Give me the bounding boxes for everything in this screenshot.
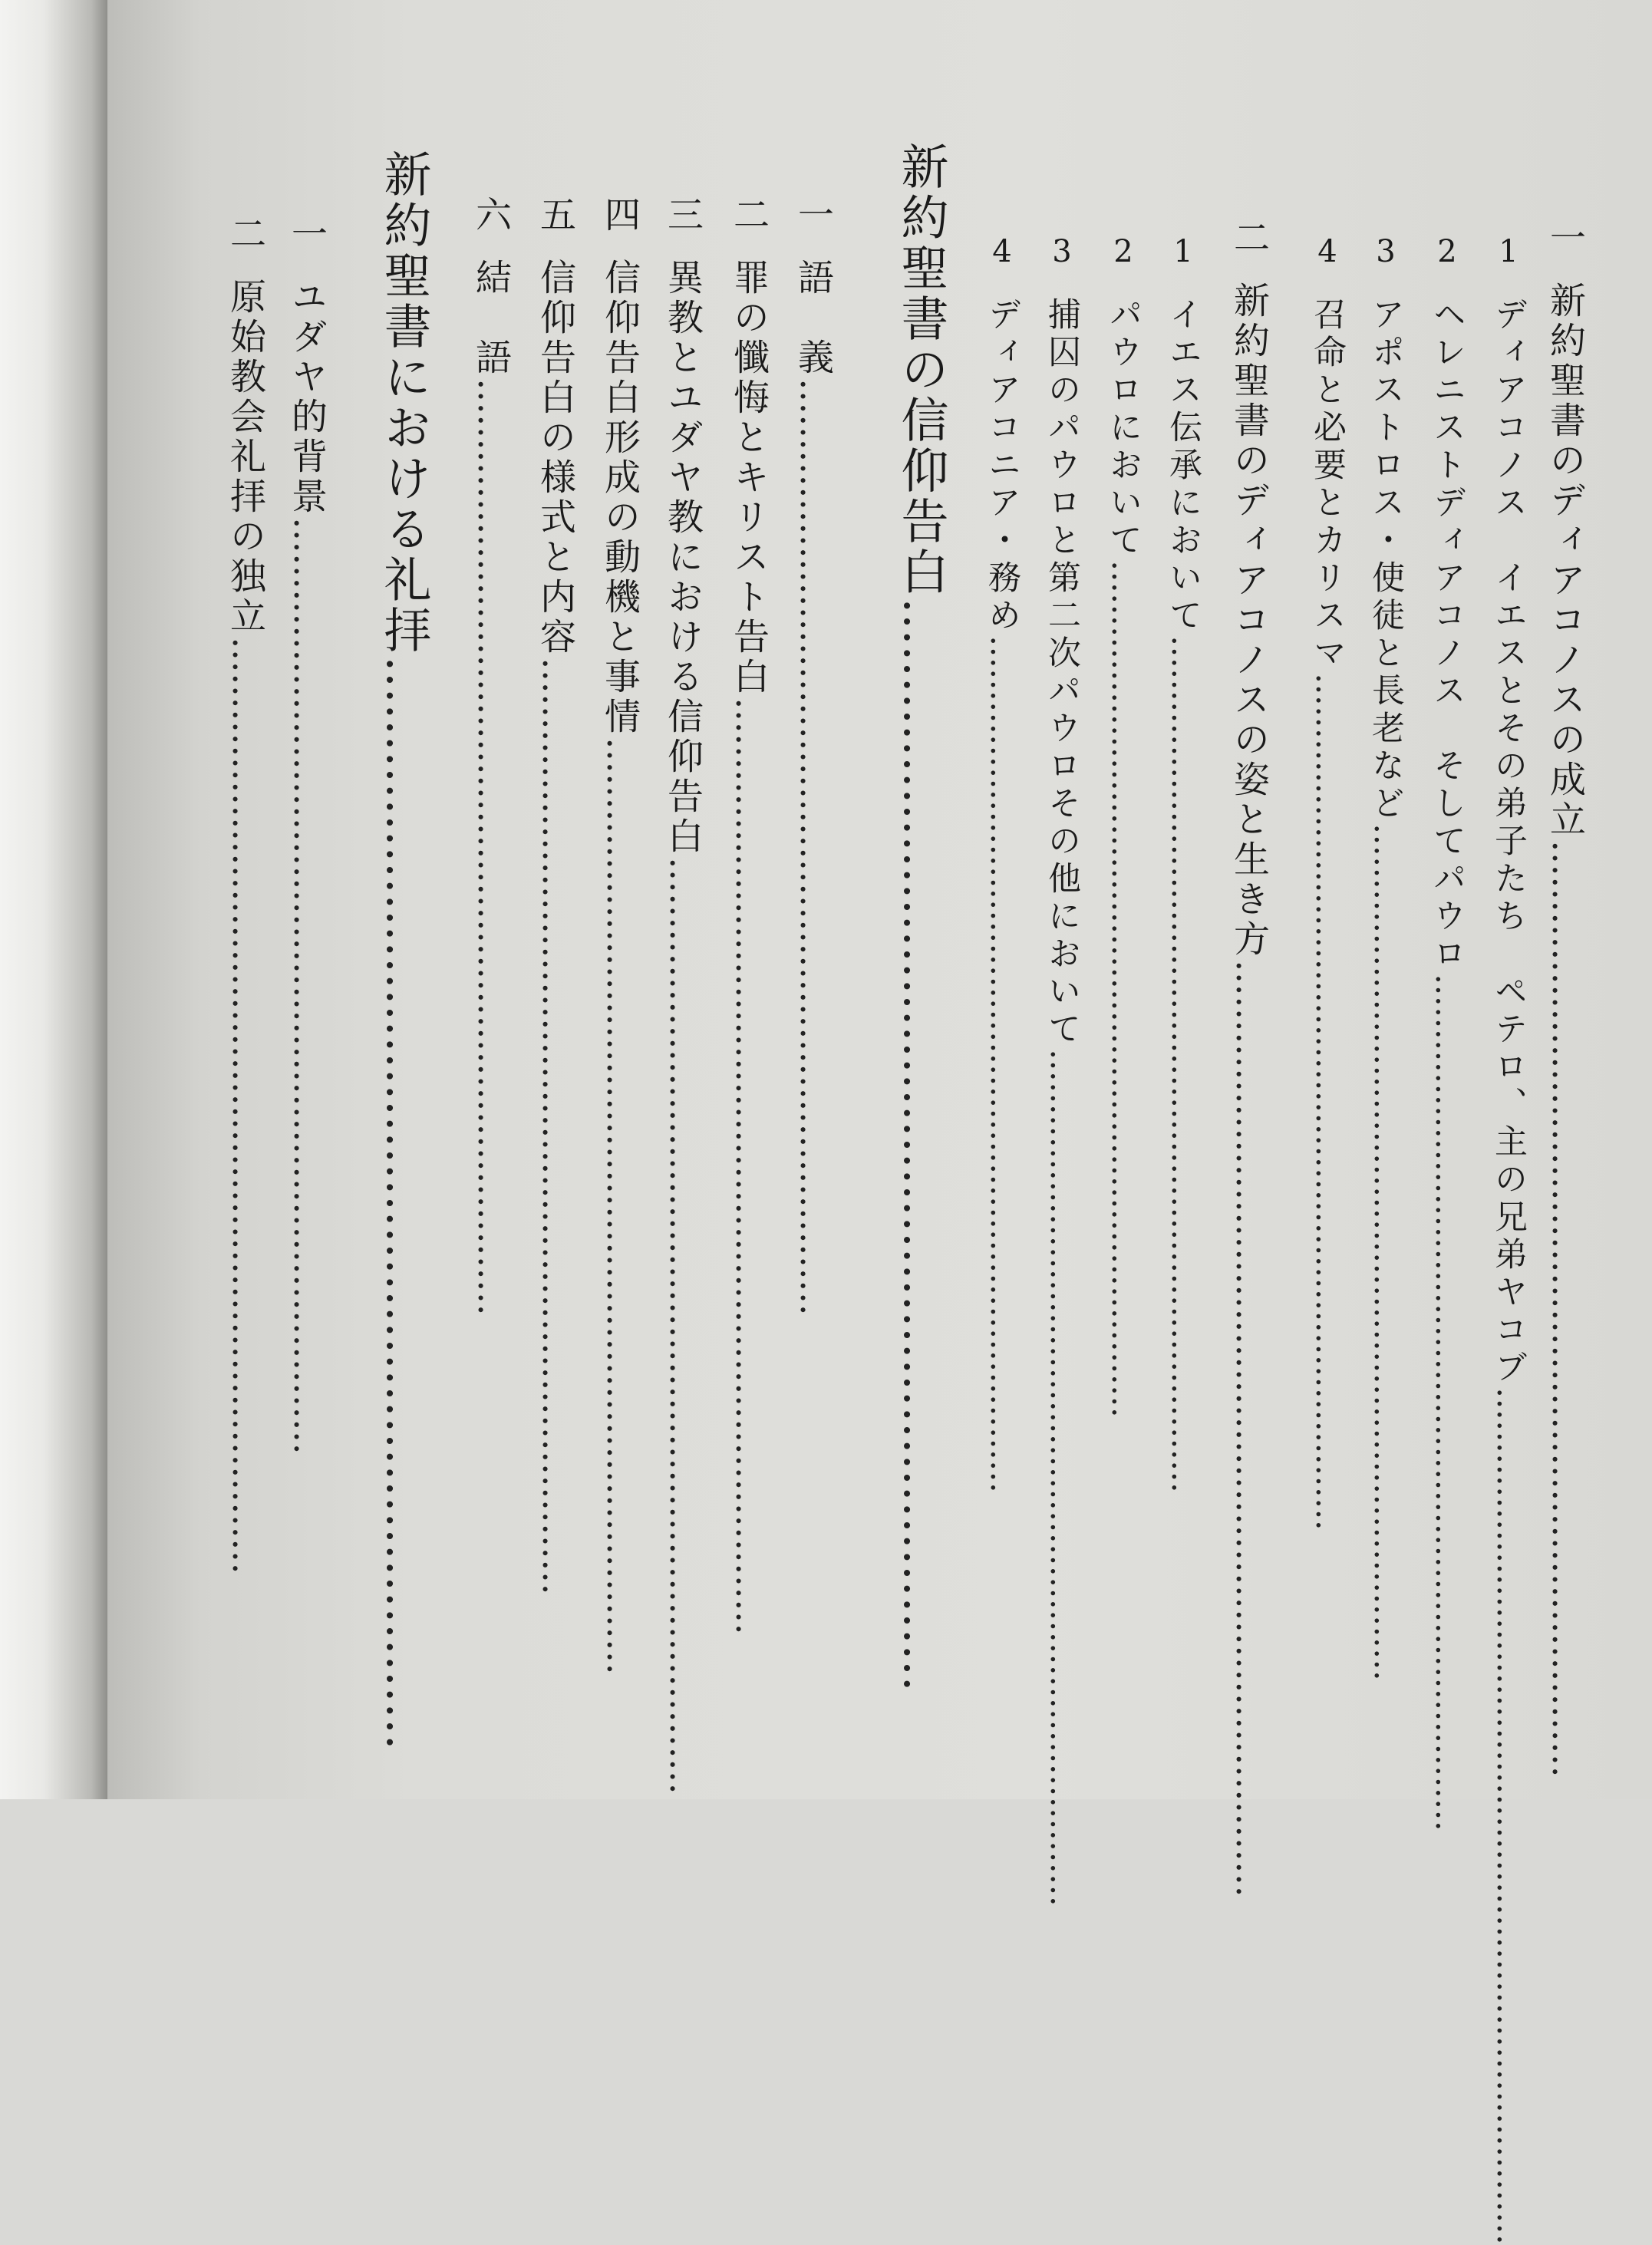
toc-entry-title: パウロにおいて	[1104, 297, 1143, 560]
toc-entry-title: ディアコノス イエスとその弟子たち ペテロ、主の兄弟ヤコブ	[1489, 297, 1528, 1387]
toc-entry-number: 一	[1544, 219, 1586, 259]
leader-dots: ……………………………………………………………………	[1104, 560, 1143, 1418]
toc-entry-number: 四	[598, 196, 641, 236]
leader-dots: ……………………………………………………………………	[661, 857, 704, 1795]
toc-entry-section	[285, 215, 328, 1799]
table-of-contents-page	[107, 0, 1652, 2245]
toc-entry-title: 新約聖書の信仰告白	[893, 142, 949, 598]
leader-dots: ……………………………………………………………………	[1544, 840, 1586, 1778]
toc-entry-title: アポストロス・使徒と長老など	[1367, 297, 1405, 823]
toc-entry-subsection	[1428, 234, 1466, 1831]
toc-entry-title: 語 義	[792, 259, 834, 378]
toc-entry-title: 信仰告白の様式と内容	[534, 259, 576, 658]
toc-entry-title: 原始教会礼拝の独立	[224, 278, 266, 637]
book-gutter-shadow	[0, 0, 107, 1799]
toc-entry-section	[224, 215, 266, 1799]
toc-entry-title: ディアコニア・務め	[983, 297, 1021, 635]
toc-entry-section	[792, 196, 834, 1799]
toc-entry-number: 3	[1368, 234, 1403, 274]
toc-entry-number: 二	[1228, 219, 1270, 259]
toc-entry-number: 2	[1429, 234, 1465, 274]
toc-entry-section	[598, 196, 641, 1799]
toc-entry-subsection	[1489, 234, 1528, 2245]
toc-entry-number: 二	[224, 215, 266, 255]
toc-entry-number: 1	[1491, 234, 1526, 274]
toc-entry-number: 1	[1166, 234, 1201, 274]
toc-entry-number: 4	[984, 234, 1020, 274]
toc-entry-section	[1228, 219, 1270, 1897]
toc-entry-number: 3	[1044, 234, 1080, 274]
leader-dots: ……………………………………………………………………	[1164, 635, 1202, 1493]
leader-dots: ……………………………………………………………………	[1489, 1387, 1528, 2245]
toc-entry-title: 罪の懺悔とキリスト告白	[727, 259, 770, 697]
leader-dots: ……………………………………………………………………	[983, 635, 1021, 1493]
leader-dots: ……………………………………………………………………	[534, 658, 576, 1595]
toc-entry-number: 一	[792, 196, 834, 236]
toc-entry-number: 二	[727, 196, 770, 236]
toc-entry-subsection	[1164, 234, 1202, 1799]
toc-entry-subsection	[1367, 234, 1405, 1799]
toc-entry-title: 結 語	[470, 259, 512, 378]
toc-columns	[107, 0, 1652, 2245]
toc-part-heading	[893, 142, 949, 1799]
toc-entry-number: 三	[661, 196, 704, 236]
toc-entry-title: 異教とユダヤ教における信仰告白	[661, 259, 704, 857]
toc-entry-number: 一	[285, 215, 328, 255]
toc-entry-section	[1544, 219, 1586, 1799]
toc-entry-title: 新約聖書のディアコノスの姿と生き方	[1228, 282, 1270, 960]
leader-dots: ……………………………………………………………	[893, 598, 949, 1692]
leader-dots: ……………………………………………………………………	[1308, 673, 1347, 1531]
leader-dots: ……………………………………………………………………	[1043, 1049, 1081, 1907]
toc-entry-number: 4	[1310, 234, 1345, 274]
leader-dots: ……………………………………………………………………	[792, 378, 834, 1316]
leader-dots: ……………………………………………………………………	[285, 517, 328, 1455]
toc-entry-subsection	[1043, 234, 1081, 1907]
toc-entry-subsection	[1308, 234, 1347, 1799]
toc-entry-title: 信仰告白形成の動機と事情	[598, 259, 641, 737]
toc-entry-section	[727, 196, 770, 1799]
toc-entry-title: ユダヤ的背景	[285, 278, 328, 517]
leader-dots: ……………………………………………………………………	[598, 737, 641, 1675]
toc-entry-title: 捕囚のパウロと第二次パウロその他において	[1043, 297, 1081, 1049]
leader-dots: ……………………………………………………………………	[224, 637, 266, 1574]
leader-dots: ……………………………………………………………………	[1428, 974, 1466, 1831]
leader-dots: ……………………………………………………………	[376, 656, 432, 1750]
leader-dots: ……………………………………………………………………	[1367, 823, 1405, 1681]
toc-entry-title: 新約聖書のディアコノスの成立	[1544, 282, 1586, 840]
toc-entry-subsection	[983, 234, 1021, 1799]
leader-dots: ……………………………………………………………………	[727, 697, 770, 1635]
leader-dots: ……………………………………………………………………	[470, 378, 512, 1316]
toc-entry-section	[534, 196, 576, 1799]
toc-entry-section	[661, 196, 704, 1799]
toc-entry-title: イエス伝承において	[1164, 297, 1202, 635]
toc-entry-section	[470, 196, 512, 1799]
toc-entry-title: ヘレニストディアコノス そしてパウロ	[1428, 297, 1466, 974]
toc-entry-title: 召命と必要とカリスマ	[1308, 297, 1347, 673]
toc-entry-title: 新約聖書における礼拝	[376, 150, 432, 656]
toc-part-heading	[376, 150, 432, 1799]
toc-entry-subsection	[1104, 234, 1143, 1799]
leader-dots: ……………………………………………………………………	[1228, 960, 1270, 1897]
toc-entry-number: 六	[470, 196, 512, 236]
toc-entry-number: 2	[1106, 234, 1141, 274]
toc-entry-number: 五	[534, 196, 576, 236]
